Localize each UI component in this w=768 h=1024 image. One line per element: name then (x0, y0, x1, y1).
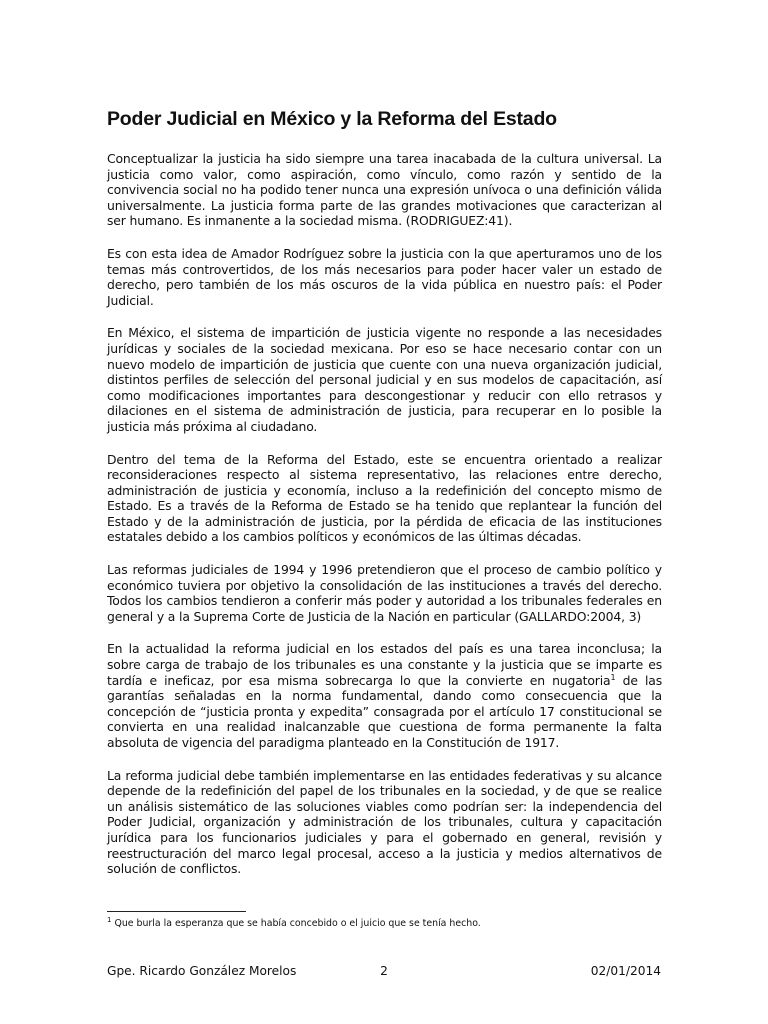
footer-author: Gpe. Ricardo González Morelos (107, 964, 297, 978)
paragraph: En México, el sistema de impartición de justicia vigente no responde a las necesidades jurídicas y sociales de la sociedad mexicana. Por eso se hace necesario contar con un nuevo modelo de impartición de justicia que cuente con una nueva organización judicial, distintos perfiles de selección del personal judicial y en sus modelos de capacitación, así como modificaciones importantes para descongestionar y reducir con ello retrasos y dilaciones en el sistema de administración de justicia, para recuperar en lo posible la justicia más próxima al ciudadano. (107, 325, 662, 434)
footnote-number: 1 (107, 915, 112, 924)
paragraph: Las reformas judiciales de 1994 y 1996 pretendieron que el proceso de cambio político y económico tuviera por objetivo la consolidación de las instituciones a través del derecho. Todos los cambios tendieron a conferir más poder y autoridad a los tribunales federales en general y a la Suprema Corte de Justicia de la Nación en particular (GALLARDO:2004, 3) (107, 562, 662, 624)
page-title: Poder Judicial en México y la Reforma del Estado (107, 108, 557, 130)
paragraph: La reforma judicial debe también implementarse en las entidades federativas y su alcance depende de la redefinición del papel de los tribunales en la sociedad, y de que se realice un análisis sistemático de las soluciones viables como podrían ser: la independencia del Poder Judicial, organización y administración de los tribunales, cultura y capacitación jurídica para los funcionarios judiciales y para el gobernado en general, revisión y reestructuración del marco legal procesal, acceso a la justicia y medios alternativos de solución de conflictos. (107, 767, 662, 877)
footnote-text: Que burla la esperanza que se había concebido o el juicio que se tenía hecho. (114, 918, 481, 929)
footnote-separator (107, 911, 246, 912)
paragraph-text-after-ref: de las garantías señaladas en la norma fundamental, dando como consecuencia que la concepción de “justicia pronta y expedita” consagrada por el artículo 17 constitucional se convierta en una realidad inalcanzable que cuestiona de forma permanente la falta absoluta de vigencia del paradigma planteado en la Constitución de 1917. (107, 672, 663, 750)
paragraph: Es con esta idea de Amador Rodríguez sobre la justicia con la que aperturamos uno de los temas más controvertidos, de los más necesarios para poder hacer valer un estado de derecho, pero también de los más oscuros de la vida pública en nuestro país: el Poder Judicial. (107, 245, 662, 308)
footnote-reference[interactable]: 1 (610, 672, 616, 682)
footer-page-number: 2 (380, 964, 388, 978)
body-text (107, 151, 662, 894)
paragraph-text-before-ref: En la actualidad la reforma judicial en los estados del país es una tarea inconclusa; la sobre carga de trabajo de los tribunales es una constante y la justicia que se imparte es tardía e ineficaz, por esa misma sobrecarga lo que la convierte en nugatoria (107, 641, 662, 688)
footnote (107, 917, 662, 931)
footer-date: 02/01/2014 (590, 964, 661, 978)
paragraph: Dentro del tema de la Reforma del Estado, este se encuentra orientado a realizar reconsideraciones respecto al sistema representativo, las relaciones entre derecho, administración de justicia y economía, incluso a la redefinición del concepto mismo de Estado. Es a través de la Reforma de Estado se ha tenido que replantear la función del Estado y de la administración de justicia, por la pérdida de eficacia de las instituciones estatales debido a los cambios políticos y económicos de las últimas décadas. (107, 451, 662, 545)
paragraph-with-footnote-ref (107, 641, 662, 750)
paragraph: Conceptualizar la justicia ha sido siempre una tarea inacabada de la cultura universal. La justicia como valor, como aspiración, como vínculo, como razón y sentido de la convivencia social no ha podido tener nunca una expresión unívoca o una definición válida universalmente. La justicia forma parte de las grandes motivaciones que caracterizan al ser humano. Es inmanente a la sociedad misma. (RODRIGUEZ:41). (107, 151, 662, 229)
